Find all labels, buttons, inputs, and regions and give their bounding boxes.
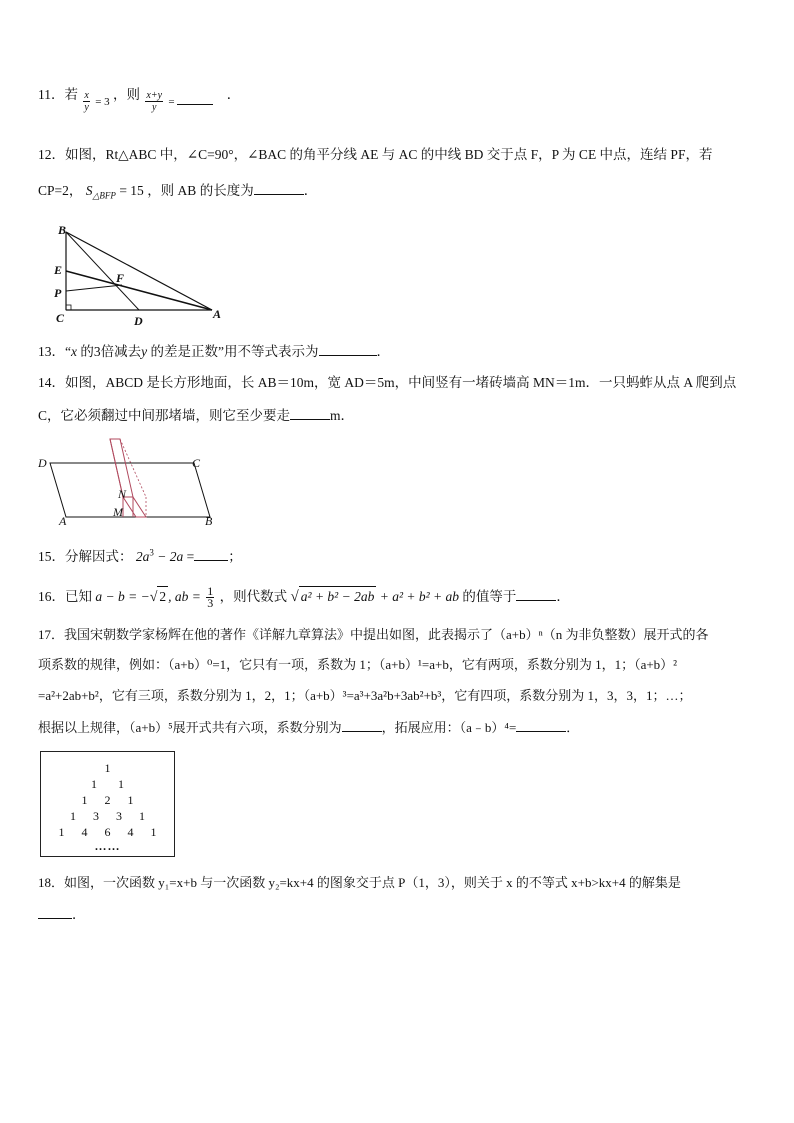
q11-end: ． (226, 87, 241, 102)
pascal-row-ellipsis: …… (94, 839, 121, 853)
q11-frac1-num: x (84, 90, 89, 102)
q14-label-A: A (59, 514, 67, 528)
q11-label: 11．若 (38, 87, 78, 102)
q12-triangle-figure (50, 222, 230, 330)
q14-label-D: D (38, 456, 47, 470)
question-12-line-2 (38, 180, 756, 201)
pascal-row-1: 1 1 (91, 777, 124, 791)
q11-fraction-xy-over-y (145, 90, 163, 113)
question-12-line-1: 12．如图，Rt△ABC 中，∠C=90°，∠BAC 的角平分线 AE 与 AC 的中线 BD 交于点 F，P 为 CE 中点，连结 PF，若 (38, 147, 713, 162)
q13-x: x (71, 344, 77, 359)
pascal-row-4: 1 4 6 4 1 (58, 825, 157, 839)
q15-expr-1: 2a (135, 549, 150, 564)
q16-cond: a − b = − (95, 589, 150, 604)
q18-end: ． (72, 907, 86, 922)
q13-answer-blank[interactable] (319, 341, 377, 356)
q15-end: ； (228, 549, 242, 564)
q17-ask-2: ，拓展应用：（a﹣b）⁴= (381, 720, 517, 735)
q14-answer-blank[interactable] (290, 405, 330, 420)
q17-answer-blank-1[interactable] (342, 717, 382, 732)
q13-b: 的3倍减去 (77, 344, 142, 359)
q16-ask: 的值等于 (462, 589, 517, 604)
q11-frac2-den: y (152, 102, 157, 114)
question-17-line-3: =a²+2ab+b²，它有三项，系数分别为 1，2，1；（a+b）³=a³+3a²b+3ab²+b³，它有四项，系数分别为 1，3，3，1；…； (38, 688, 692, 703)
q14-label-M: M (113, 505, 123, 519)
q12-label-E: E (54, 263, 63, 277)
q11-frac1-den: y (84, 102, 89, 114)
q13-y: y (141, 344, 148, 359)
q16-fraction-one-third (206, 586, 214, 609)
question-18-line-2 (38, 904, 756, 925)
q15-expr-2: − 2a (153, 549, 184, 564)
q16-cond2: , ab = (168, 589, 201, 604)
question-15 (38, 546, 756, 567)
q16-a: 16．已知 (38, 589, 92, 604)
pascal-triangle-box (40, 751, 175, 857)
q17-end: ． (566, 720, 580, 735)
pascal-row-2: 1 2 1 (81, 793, 134, 807)
q11-eq: = 3 (95, 96, 110, 108)
q15-exp: 3 (149, 547, 154, 558)
q14-parallelogram-wall-figure (38, 436, 218, 528)
pascal-row-3: 1 3 3 1 (70, 809, 145, 823)
q11-answer-blank[interactable] (177, 90, 213, 105)
question-17-line-4 (38, 717, 756, 738)
q15-eq: = (186, 549, 195, 564)
q14-unit: m． (330, 408, 355, 423)
q16-end: ． (556, 589, 570, 604)
q12-label-B: B (58, 223, 67, 237)
q16-frac-num: 1 (207, 584, 214, 599)
pascal-row-0: 1 (104, 761, 111, 775)
question-14-line-2 (38, 405, 756, 426)
q13-end: ． (376, 344, 390, 359)
q13-a: 13．“ (38, 344, 71, 359)
q12-area-symbol: S (85, 183, 93, 198)
q16-tail: + a² + b² + ab (376, 589, 460, 604)
question-18-line-1: 18．如图，一次函数 y₁=x+b 与一次函数 y₂=kx+4 的图象交于点 P（1，3），则关于 x 的不等式 x+b>kx+4 的解集是 (38, 875, 681, 890)
q12-label-C: C (56, 311, 65, 325)
q15-a: 15．分解因式： (38, 549, 133, 564)
question-16: 16．已知 a − b = −√ 2 , ab = $\frac{1}{3}$ ，则代数式 √ a² + b² − 2ab + a² + b² + ab 的值等于 ． (38, 584, 570, 611)
q12-label-P: P (54, 286, 62, 300)
q12-area-eq: = 15 (119, 183, 144, 198)
q12-label-D: D (134, 314, 143, 328)
q16-answer-blank[interactable] (516, 586, 556, 601)
q16-frac-den: 3 (207, 596, 214, 611)
q14-label-N: N (118, 487, 127, 501)
q15-answer-blank[interactable] (194, 546, 228, 561)
q17-answer-blank-2[interactable] (516, 717, 566, 732)
q12-area-sub: △BFP (92, 190, 116, 201)
q14-label-C: C (192, 456, 201, 470)
q12-answer-blank[interactable] (254, 180, 304, 195)
q14-ask: C，它必须翻过中间那堵墙，则它至少要走 (38, 408, 291, 423)
q12-end: ． (303, 183, 318, 198)
q16-sqrt2: 2 (157, 586, 168, 607)
q16-radicand: a² + b² − 2ab (299, 586, 377, 607)
q11-eq2: = (168, 96, 178, 108)
question-17-line-2: 项系数的规律，例如：（a+b）⁰=1，它只有一项，系数为 1；（a+b）¹=a+b，它有两项，系数分别为 1，1；（a+b）² (38, 657, 678, 672)
q12-label-A: A (213, 307, 222, 321)
q12-cp: CP=2， (38, 183, 83, 198)
question-14-line-1: 14．如图，ABCD 是长方形地面，长 AB＝10m，宽 AD＝5m，中间竖有一堵砖墙高 MN＝1m．一只蚂蚱从点 A 爬到点 (38, 375, 737, 390)
q17-ask-1: 根据以上规律，（a+b）⁵展开式共有六项，系数分别为 (38, 720, 342, 735)
q18-answer-blank[interactable] (38, 904, 72, 919)
question-17-line-1: 17．我国宋朝数学家杨辉在他的著作《详解九章算法》中提出如图，此表揭示了（a+b）ⁿ（n 为非负整数）展开式的各 (38, 627, 709, 642)
question-11 (38, 84, 756, 114)
q14-label-B: B (205, 514, 213, 528)
q11-fraction-x-over-y (83, 90, 89, 113)
q16-mid: ，则代数式 (219, 589, 288, 604)
q12-ask: ，则 AB 的长度为 (147, 183, 254, 198)
q11-frac2-num: x+y (146, 90, 163, 102)
q12-label-F: F (116, 271, 125, 285)
q11-mid: ，则 (113, 87, 141, 102)
q13-c: 的差是正数”用不等式表示为 (147, 344, 319, 359)
question-13 (38, 341, 756, 362)
